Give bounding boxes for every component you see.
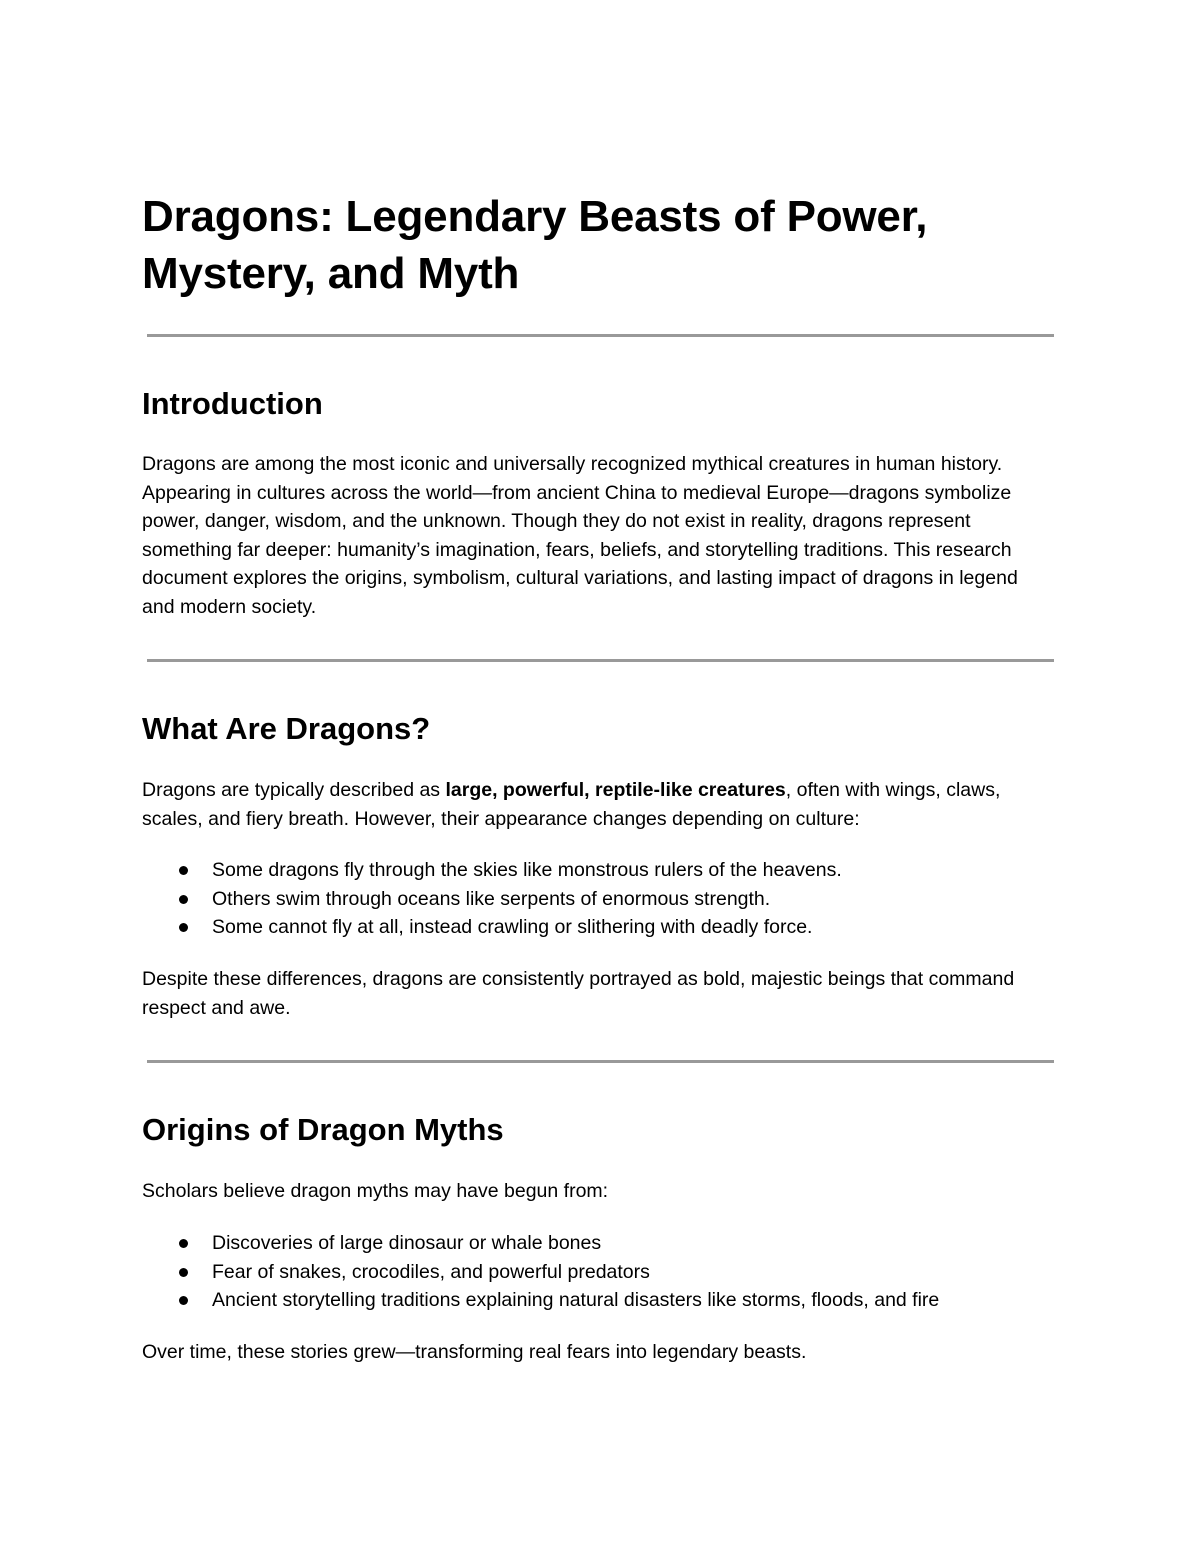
what-are-dragons-closing: Despite these differences, dragons are consistently portrayed as bold, majestic beings that command respect and awe. <box>142 968 1015 1019</box>
heading-what-are-dragons: What Are Dragons? <box>142 711 431 746</box>
document-title: Dragons: Legendary Beasts of Power, Mystery, and Myth <box>142 192 928 298</box>
introduction-paragraph: Dragons are among the most iconic and universally recognized mythical creatures in human history. Appearing in cultures across the world—from ancient China to medieval Europe—dragons symbolize power, danger, wisdom, and the unknown. Though they do not exist in reality, dragons represent something far deeper: humanity’s imagination, fears, beliefs, and storytelling traditions. This research document explores the origins, symbolism, cultural variations, and lasting impact of dragons in legend and modern society. <box>142 453 1018 618</box>
list-item <box>142 1258 939 1287</box>
horizontal-divider <box>147 659 1054 662</box>
what-are-dragons-paragraph <box>142 776 1042 833</box>
list-item <box>142 885 842 914</box>
origins-closing: Over time, these stories grew—transforming real fears into legendary beasts. <box>142 1341 807 1363</box>
bullet-icon <box>179 1296 188 1305</box>
bullet-icon <box>179 923 188 932</box>
bullet-icon <box>179 1268 188 1277</box>
list-item <box>142 1286 939 1315</box>
list-item <box>142 913 842 942</box>
origins-intro: Scholars believe dragon myths may have begun from: <box>142 1180 609 1202</box>
list-item-text: Ancient storytelling traditions explaining natural disasters like storms, floods, and fire <box>212 1289 940 1311</box>
paragraph-text: Dragons are typically described as <box>142 779 446 801</box>
dragon-types-list <box>142 856 842 942</box>
list-item-text: Others swim through oceans like serpents of enormous strength. <box>212 887 771 910</box>
bullet-icon <box>179 866 188 875</box>
horizontal-divider <box>147 1060 1054 1063</box>
list-item-text: Fear of snakes, crocodiles, and powerful predators <box>212 1260 650 1283</box>
bold-emphasis: large, powerful, reptile-like creatures <box>445 779 786 801</box>
origins-list <box>142 1229 939 1315</box>
paragraph-text: , often with wings, claws, scales, and fiery breath. However, their appearance changes depending on culture: <box>142 779 1001 830</box>
list-item-text: Discoveries of large dinosaur or whale bones <box>212 1232 602 1254</box>
horizontal-divider <box>147 334 1054 337</box>
heading-origins: Origins of Dragon Myths <box>142 1112 504 1147</box>
list-item-text: Some cannot fly at all, instead crawling or slithering with deadly force. <box>212 916 813 938</box>
list-item-text: Some dragons fly through the skies like monstrous rulers of the heavens. <box>212 859 842 881</box>
heading-introduction: Introduction <box>142 386 323 421</box>
bullet-icon <box>179 895 188 904</box>
list-item <box>142 1229 939 1258</box>
list-item <box>142 856 842 885</box>
bullet-icon <box>179 1239 188 1248</box>
